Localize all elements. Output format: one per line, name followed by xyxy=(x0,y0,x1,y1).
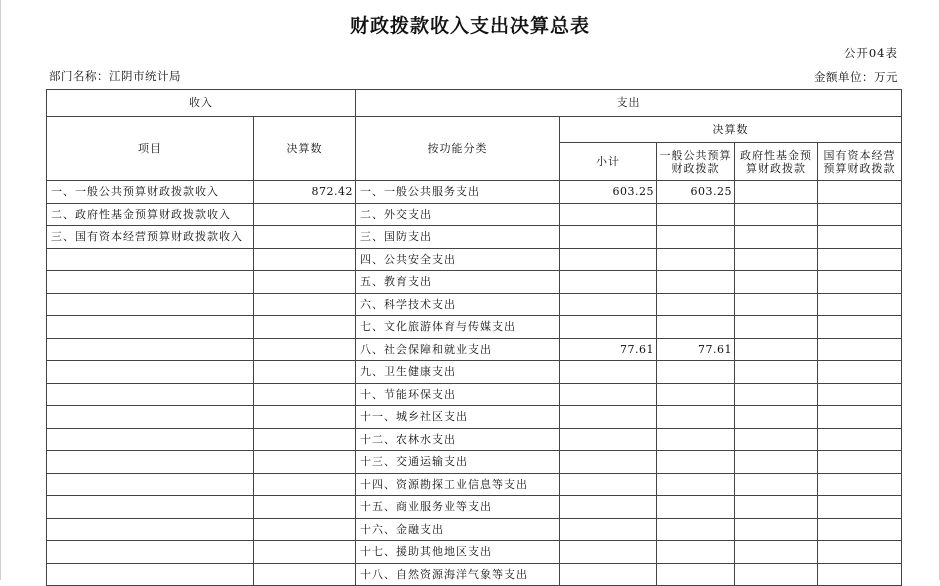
func-class-cell: 九、卫生健康支出 xyxy=(356,361,560,384)
income-item-cell xyxy=(47,406,254,429)
table-row xyxy=(47,181,902,204)
table-row xyxy=(47,361,902,384)
gov-fund-cell xyxy=(735,316,818,339)
general-budget-cell xyxy=(657,203,735,226)
gov-fund-cell xyxy=(735,541,818,564)
subtotal-cell xyxy=(560,518,657,541)
general-budget-cell xyxy=(657,451,735,474)
header-subtotal: 小计 xyxy=(560,143,657,181)
table-row xyxy=(47,338,902,361)
func-class-cell: 十四、资源勘探工业信息等支出 xyxy=(356,473,560,496)
budget-summary-table xyxy=(46,89,902,586)
subtotal-cell xyxy=(560,271,657,294)
income-item-cell xyxy=(47,383,254,406)
amount-unit: 金额单位：万元 xyxy=(814,70,898,84)
subtotal-cell xyxy=(560,563,657,586)
income-amount-cell xyxy=(254,338,356,361)
func-class-cell: 八、社会保障和就业支出 xyxy=(356,338,560,361)
subtotal-cell xyxy=(560,428,657,451)
header-final-amount: 决算数 xyxy=(254,116,356,181)
gov-fund-cell xyxy=(735,406,818,429)
table-row xyxy=(47,316,902,339)
income-item-cell xyxy=(47,361,254,384)
general-budget-cell xyxy=(657,563,735,586)
state-capital-cell xyxy=(818,383,902,406)
gov-fund-cell xyxy=(735,361,818,384)
gov-fund-cell xyxy=(735,181,818,204)
func-class-cell: 十一、城乡社区支出 xyxy=(356,406,560,429)
general-budget-cell xyxy=(657,473,735,496)
general-budget-cell xyxy=(657,361,735,384)
subtotal-cell xyxy=(560,316,657,339)
page-title: 财政拨款收入支出决算总表 xyxy=(349,15,590,37)
income-item-cell xyxy=(47,293,254,316)
table-row xyxy=(47,518,902,541)
income-amount-cell: 872.42 xyxy=(254,181,356,204)
table-row xyxy=(47,203,902,226)
gov-fund-cell xyxy=(735,338,818,361)
subtotal-cell xyxy=(560,496,657,519)
income-amount-cell xyxy=(254,541,356,564)
state-capital-cell xyxy=(818,316,902,339)
income-item-cell: 三、国有资本经营预算财政拨款收入 xyxy=(47,226,254,249)
gov-fund-cell xyxy=(735,518,818,541)
table-row xyxy=(47,248,902,271)
income-item-cell xyxy=(47,271,254,294)
table-row xyxy=(47,451,902,474)
subtotal-cell: 603.25 xyxy=(560,181,657,204)
general-budget-cell xyxy=(657,541,735,564)
func-class-cell: 十三、交通运输支出 xyxy=(356,451,560,474)
general-budget-cell xyxy=(657,496,735,519)
general-budget-cell xyxy=(657,271,735,294)
header-state-capital: 国有资本经营预算财政拨款 xyxy=(818,143,902,181)
income-amount-cell xyxy=(254,293,356,316)
table-row xyxy=(47,563,902,586)
gov-fund-cell xyxy=(735,451,818,474)
gov-fund-cell xyxy=(735,496,818,519)
income-item-cell xyxy=(47,518,254,541)
subtotal-cell xyxy=(560,361,657,384)
state-capital-cell xyxy=(818,406,902,429)
func-class-cell: 四、公共安全支出 xyxy=(356,248,560,271)
page-edge-left xyxy=(0,0,1,580)
func-class-cell: 十二、农林水支出 xyxy=(356,428,560,451)
state-capital-cell xyxy=(818,248,902,271)
func-class-cell: 十七、援助其他地区支出 xyxy=(356,541,560,564)
func-class-cell: 十、节能环保支出 xyxy=(356,383,560,406)
state-capital-cell xyxy=(818,181,902,204)
state-capital-cell xyxy=(818,361,902,384)
state-capital-cell xyxy=(818,563,902,586)
general-budget-cell xyxy=(657,316,735,339)
subtotal-cell xyxy=(560,226,657,249)
header-gov-fund: 政府性基金预算财政拨款 xyxy=(735,143,818,181)
func-class-cell: 六、科学技术支出 xyxy=(356,293,560,316)
general-budget-cell xyxy=(657,293,735,316)
income-amount-cell xyxy=(254,563,356,586)
income-item-cell xyxy=(47,541,254,564)
general-budget-cell xyxy=(657,226,735,249)
header-func-class: 按功能分类 xyxy=(356,116,560,181)
general-budget-cell xyxy=(657,518,735,541)
income-amount-cell xyxy=(254,473,356,496)
state-capital-cell xyxy=(818,518,902,541)
gov-fund-cell xyxy=(735,383,818,406)
general-budget-cell: 603.25 xyxy=(657,181,735,204)
state-capital-cell xyxy=(818,271,902,294)
subtotal-cell: 77.61 xyxy=(560,338,657,361)
state-capital-cell xyxy=(818,496,902,519)
state-capital-cell xyxy=(818,338,902,361)
table-row xyxy=(47,271,902,294)
income-amount-cell xyxy=(254,496,356,519)
general-budget-cell xyxy=(657,406,735,429)
gov-fund-cell xyxy=(735,203,818,226)
income-item-cell xyxy=(47,428,254,451)
table-row xyxy=(47,473,902,496)
income-amount-cell xyxy=(254,316,356,339)
income-amount-cell xyxy=(254,226,356,249)
table-row xyxy=(47,226,902,249)
state-capital-cell xyxy=(818,541,902,564)
subtotal-cell xyxy=(560,383,657,406)
gov-fund-cell xyxy=(735,226,818,249)
subtotal-cell xyxy=(560,293,657,316)
func-class-cell: 十五、商业服务业等支出 xyxy=(356,496,560,519)
subtotal-cell xyxy=(560,203,657,226)
table-row xyxy=(47,541,902,564)
table-row xyxy=(47,406,902,429)
subtotal-cell xyxy=(560,248,657,271)
func-class-cell: 七、文化旅游体育与传媒支出 xyxy=(356,316,560,339)
income-item-cell xyxy=(47,563,254,586)
income-amount-cell xyxy=(254,428,356,451)
income-item-cell xyxy=(47,248,254,271)
income-amount-cell xyxy=(254,518,356,541)
general-budget-cell: 77.61 xyxy=(657,338,735,361)
func-class-cell: 二、外交支出 xyxy=(356,203,560,226)
state-capital-cell xyxy=(818,203,902,226)
income-item-cell: 一、一般公共预算财政拨款收入 xyxy=(47,181,254,204)
table-row xyxy=(47,293,902,316)
func-class-cell: 一、一般公共服务支出 xyxy=(356,181,560,204)
income-item-cell: 二、政府性基金预算财政拨款收入 xyxy=(47,203,254,226)
income-item-cell xyxy=(47,451,254,474)
header-expense: 支出 xyxy=(356,90,902,117)
header-general-budget: 一般公共预算财政拨款 xyxy=(657,143,735,181)
gov-fund-cell xyxy=(735,428,818,451)
header-income: 收入 xyxy=(47,90,356,117)
table-body xyxy=(47,181,902,586)
income-amount-cell xyxy=(254,383,356,406)
form-number: 公开04表 xyxy=(843,46,898,60)
subtotal-cell xyxy=(560,451,657,474)
state-capital-cell xyxy=(818,226,902,249)
state-capital-cell xyxy=(818,473,902,496)
header-final-group: 决算数 xyxy=(560,116,902,143)
gov-fund-cell xyxy=(735,563,818,586)
income-item-cell xyxy=(47,316,254,339)
income-item-cell xyxy=(47,496,254,519)
gov-fund-cell xyxy=(735,271,818,294)
income-amount-cell xyxy=(254,451,356,474)
state-capital-cell xyxy=(818,451,902,474)
func-class-cell: 十八、自然资源海洋气象等支出 xyxy=(356,563,560,586)
func-class-cell: 十六、金融支出 xyxy=(356,518,560,541)
department-name: 部门名称：江阴市统计局 xyxy=(49,69,181,83)
table-row xyxy=(47,383,902,406)
gov-fund-cell xyxy=(735,473,818,496)
table-row xyxy=(47,428,902,451)
gov-fund-cell xyxy=(735,248,818,271)
header-item: 项目 xyxy=(47,116,254,181)
subtotal-cell xyxy=(560,541,657,564)
subtotal-cell xyxy=(560,406,657,429)
income-amount-cell xyxy=(254,361,356,384)
subtotal-cell xyxy=(560,473,657,496)
income-item-cell xyxy=(47,338,254,361)
income-amount-cell xyxy=(254,271,356,294)
func-class-cell: 三、国防支出 xyxy=(356,226,560,249)
income-amount-cell xyxy=(254,406,356,429)
func-class-cell: 五、教育支出 xyxy=(356,271,560,294)
state-capital-cell xyxy=(818,428,902,451)
general-budget-cell xyxy=(657,428,735,451)
income-amount-cell xyxy=(254,248,356,271)
income-item-cell xyxy=(47,473,254,496)
income-amount-cell xyxy=(254,203,356,226)
general-budget-cell xyxy=(657,383,735,406)
general-budget-cell xyxy=(657,248,735,271)
gov-fund-cell xyxy=(735,293,818,316)
state-capital-cell xyxy=(818,293,902,316)
table-row xyxy=(47,496,902,519)
